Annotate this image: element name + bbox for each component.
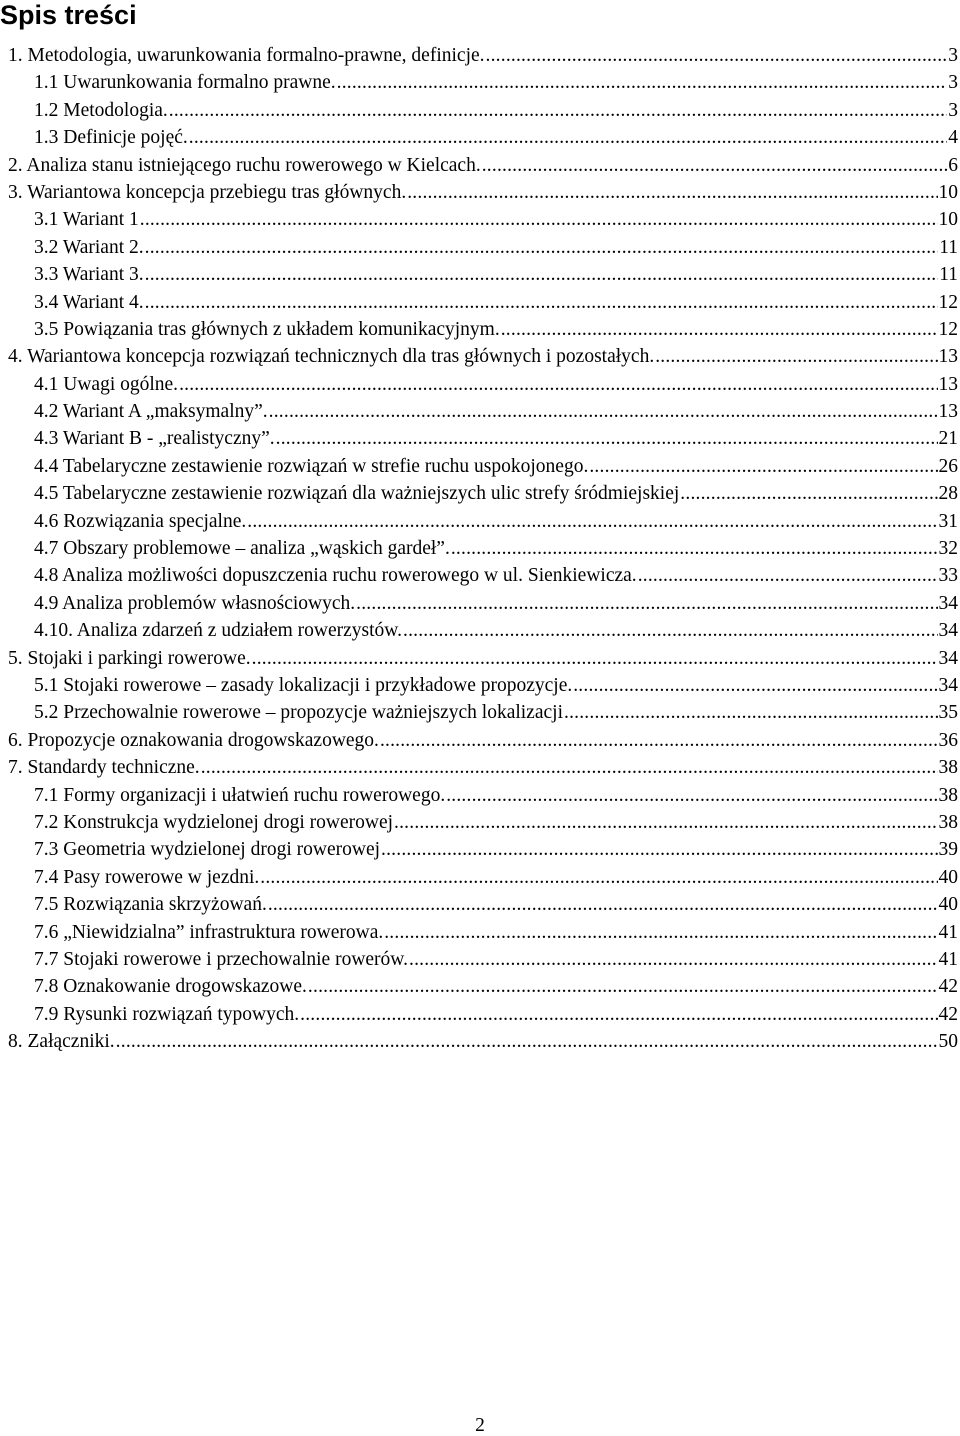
toc-entry-page: 50 — [938, 1031, 958, 1053]
toc-entry[interactable] — [0, 754, 958, 781]
toc-entry-page: 10 — [938, 209, 958, 231]
toc-entry[interactable] — [0, 946, 958, 973]
toc-entry[interactable] — [0, 891, 958, 918]
toc-dot-leader — [638, 562, 938, 589]
toc-dot-leader — [145, 289, 938, 316]
toc-dot-leader — [407, 179, 937, 206]
toc-entry[interactable] — [0, 645, 958, 672]
toc-dot-leader — [189, 124, 947, 151]
toc-entry[interactable] — [0, 973, 958, 1000]
toc-entry-label: 4.2 Wariant A „maksymalny”. — [34, 401, 268, 423]
toc-dot-leader — [564, 699, 938, 726]
toc-entry[interactable] — [0, 179, 958, 206]
toc-entry[interactable] — [0, 398, 958, 425]
toc-dot-leader — [276, 425, 938, 452]
toc-entry-page: 40 — [938, 894, 958, 916]
toc-entry[interactable] — [0, 562, 958, 589]
toc-entry-label: 2. Analiza stanu istniejącego ruchu rowerowego w Kielcach. — [8, 154, 481, 176]
toc-entry[interactable] — [0, 69, 958, 96]
toc-dot-leader — [394, 809, 937, 836]
toc-dot-leader — [252, 645, 938, 672]
toc-entry-label: 4.9 Analiza problemów własnościowych. — [34, 592, 356, 614]
toc-entry-page: 3 — [948, 72, 958, 94]
toc-entry-label: 7.4 Pasy rowerowe w jezdni. — [34, 866, 260, 888]
toc-dot-leader — [140, 206, 938, 233]
toc-entry[interactable] — [0, 425, 958, 452]
toc-dot-leader — [356, 590, 937, 617]
toc-entry[interactable] — [0, 206, 958, 233]
toc-entry-page: 40 — [938, 866, 958, 888]
toc-entry-label: 4.10. Analiza zdarzeń z udziałem rowerzystów. — [34, 620, 402, 642]
toc-entry-page: 13 — [938, 346, 958, 368]
toc-entry[interactable] — [0, 316, 958, 343]
toc-entry-page: 38 — [938, 757, 958, 779]
toc-entry-label: 4.7 Obszary problemowe – analiza „wąskich gardeł”. — [34, 538, 450, 560]
toc-dot-leader — [680, 480, 937, 507]
table-of-contents — [0, 42, 958, 1055]
toc-entry[interactable] — [0, 1001, 958, 1028]
toc-entry-page: 13 — [938, 401, 958, 423]
toc-entry-page: 34 — [938, 674, 958, 696]
toc-dot-leader — [300, 1001, 937, 1028]
toc-entry-label: 1. Metodologia, uwarunkowania formalno-prawne, definicje. — [8, 45, 485, 66]
toc-entry[interactable] — [0, 590, 958, 617]
toc-entry[interactable] — [0, 152, 958, 179]
toc-dot-leader — [268, 891, 938, 918]
toc-entry-label: 4.5 Tabelaryczne zestawienie rozwiązań dla ważniejszych ulic strefy śródmiejskiej — [34, 483, 680, 505]
toc-dot-leader — [116, 1028, 938, 1055]
toc-entry-label: 3.1 Wariant 1 — [34, 209, 139, 231]
toc-dot-leader — [409, 946, 938, 973]
toc-entry-page: 32 — [938, 538, 958, 560]
toc-entry-page: 33 — [938, 565, 958, 587]
toc-entry-label: 3. Wariantowa koncepcja przebiegu tras głównych. — [8, 181, 407, 203]
toc-entry[interactable] — [0, 124, 958, 151]
toc-entry[interactable] — [0, 864, 958, 891]
toc-entry[interactable] — [0, 42, 958, 69]
toc-entry-label: 4.1 Uwagi ogólne. — [34, 373, 179, 395]
toc-entry-label: 7.8 Oznakowanie drogowskazowe. — [34, 976, 307, 998]
toc-entry-label: 7.9 Rysunki rozwiązań typowych. — [34, 1003, 300, 1025]
toc-dot-leader — [573, 672, 937, 699]
page-title: Spis treści — [0, 0, 137, 30]
toc-entry-page: 36 — [938, 729, 958, 751]
toc-dot-leader — [145, 234, 939, 261]
toc-entry[interactable] — [0, 289, 958, 316]
toc-entry[interactable] — [0, 508, 958, 535]
toc-entry-page: 41 — [938, 948, 958, 970]
toc-entry[interactable] — [0, 617, 958, 644]
toc-entry[interactable] — [0, 782, 958, 809]
toc-entry[interactable] — [0, 97, 958, 124]
toc-dot-leader — [589, 453, 937, 480]
toc-entry[interactable] — [0, 261, 958, 288]
toc-entry-page: 12 — [938, 291, 958, 313]
toc-dot-leader — [446, 782, 937, 809]
toc-entry-page: 11 — [939, 236, 958, 258]
toc-entry[interactable] — [0, 919, 958, 946]
toc-dot-leader — [169, 97, 947, 124]
toc-dot-leader — [655, 343, 937, 370]
toc-dot-leader — [486, 42, 948, 69]
toc-entry-label: 7.5 Rozwiązania skrzyżowań. — [34, 894, 267, 916]
toc-entry-label: 3.2 Wariant 2. — [34, 236, 144, 258]
toc-dot-leader — [451, 535, 938, 562]
toc-entry-label: 3.4 Wariant 4. — [34, 291, 144, 313]
toc-dot-leader — [308, 973, 938, 1000]
toc-dot-leader — [384, 919, 937, 946]
toc-dot-leader — [179, 371, 937, 398]
toc-dot-leader — [337, 69, 948, 96]
toc-entry-label: 4.6 Rozwiązania specjalne. — [34, 510, 247, 532]
toc-entry[interactable] — [0, 836, 958, 863]
toc-entry-label: 7.1 Formy organizacji i ułatwień ruchu rowerowego. — [34, 784, 446, 806]
toc-dot-leader — [260, 864, 937, 891]
toc-dot-leader — [145, 261, 939, 288]
toc-entry-page: 3 — [948, 45, 958, 66]
toc-entry-page: 34 — [938, 620, 958, 642]
toc-entry-label: 3.5 Powiązania tras głównych z układem komunikacyjnym. — [34, 318, 500, 340]
toc-entry[interactable] — [0, 535, 958, 562]
toc-entry-page: 38 — [938, 784, 958, 806]
toc-entry[interactable] — [0, 480, 958, 507]
toc-entry-label: 7.6 „Niewidzialna” infrastruktura rowerowa. — [34, 921, 384, 943]
toc-entry-page: 26 — [938, 455, 958, 477]
toc-entry[interactable] — [0, 343, 958, 370]
toc-dot-leader — [482, 152, 948, 179]
toc-dot-leader — [381, 836, 937, 863]
toc-entry-page: 6 — [948, 154, 958, 176]
toc-entry-page: 39 — [938, 839, 958, 861]
toc-entry-label: 5. Stojaki i parkingi rowerowe. — [8, 647, 251, 669]
toc-entry-label: 4.4 Tabelaryczne zestawienie rozwiązań w strefie ruchu uspokojonego. — [34, 455, 589, 477]
toc-entry-label: 7. Standardy techniczne. — [8, 757, 200, 779]
toc-dot-leader — [201, 754, 938, 781]
toc-entry-page: 34 — [938, 592, 958, 614]
toc-entry[interactable] — [0, 371, 958, 398]
toc-entry[interactable] — [0, 727, 958, 754]
toc-entry-page: 11 — [939, 264, 958, 286]
toc-entry-label: 7.7 Stojaki rowerowe i przechowalnie rowerów. — [34, 948, 408, 970]
toc-entry-page: 21 — [938, 428, 958, 450]
toc-entry-page: 41 — [938, 921, 958, 943]
toc-entry-label: 7.3 Geometria wydzielonej drogi rowerowej — [34, 839, 381, 861]
toc-entry-label: 7.2 Konstrukcja wydzielonej drogi rowerowej — [34, 811, 394, 833]
toc-entry-page: 4 — [948, 127, 958, 149]
toc-entry-page: 10 — [938, 181, 958, 203]
toc-entry-label: 4. Wariantowa koncepcja rozwiązań technicznych dla tras głównych i pozostałych. — [8, 346, 655, 368]
toc-entry-page: 3 — [948, 99, 958, 121]
toc-dot-leader — [247, 508, 937, 535]
toc-entry-label: 8. Załączniki. — [8, 1031, 115, 1053]
toc-entry-page: 28 — [938, 483, 958, 505]
toc-entry-label: 6. Propozycje oznakowania drogowskazowego. — [8, 729, 379, 751]
toc-dot-leader — [380, 727, 938, 754]
toc-dot-leader — [501, 316, 938, 343]
toc-entry-page: 34 — [938, 647, 958, 669]
toc-entry-page: 42 — [938, 976, 958, 998]
toc-entry-label: 4.8 Analiza możliwości dopuszczenia ruchu rowerowego w ul. Sienkiewicza. — [34, 565, 637, 587]
toc-entry-page: 13 — [938, 373, 958, 395]
toc-entry-page: 31 — [938, 510, 958, 532]
toc-entry-label: 1.2 Metodologia. — [34, 99, 168, 121]
toc-dot-leader — [403, 617, 938, 644]
toc-entry-page: 35 — [938, 702, 958, 724]
toc-entry[interactable] — [0, 234, 958, 261]
toc-entry-label: 3.3 Wariant 3. — [34, 264, 144, 286]
toc-entry-label: 1.3 Definicje pojęć. — [34, 127, 188, 149]
toc-entry-label: 5.1 Stojaki rowerowe – zasady lokalizacji i przykładowe propozycje. — [34, 674, 573, 696]
toc-entry[interactable] — [0, 809, 958, 836]
toc-entry-label: 4.3 Wariant B - „realistyczny”. — [34, 428, 275, 450]
page-number: 2 — [475, 1415, 485, 1436]
toc-entry-page: 42 — [938, 1003, 958, 1025]
toc-entry[interactable] — [0, 699, 958, 726]
toc-dot-leader — [269, 398, 938, 425]
toc-entry-page: 38 — [938, 811, 958, 833]
toc-entry-label: 5.2 Przechowalnie rowerowe – propozycje ważniejszych lokalizacji — [34, 702, 563, 724]
toc-entry[interactable] — [0, 453, 958, 480]
toc-entry-label: 1.1 Uwarunkowania formalno prawne. — [34, 72, 336, 94]
toc-entry[interactable] — [0, 672, 958, 699]
toc-entry-page: 12 — [938, 318, 958, 340]
toc-entry[interactable] — [0, 1028, 958, 1055]
